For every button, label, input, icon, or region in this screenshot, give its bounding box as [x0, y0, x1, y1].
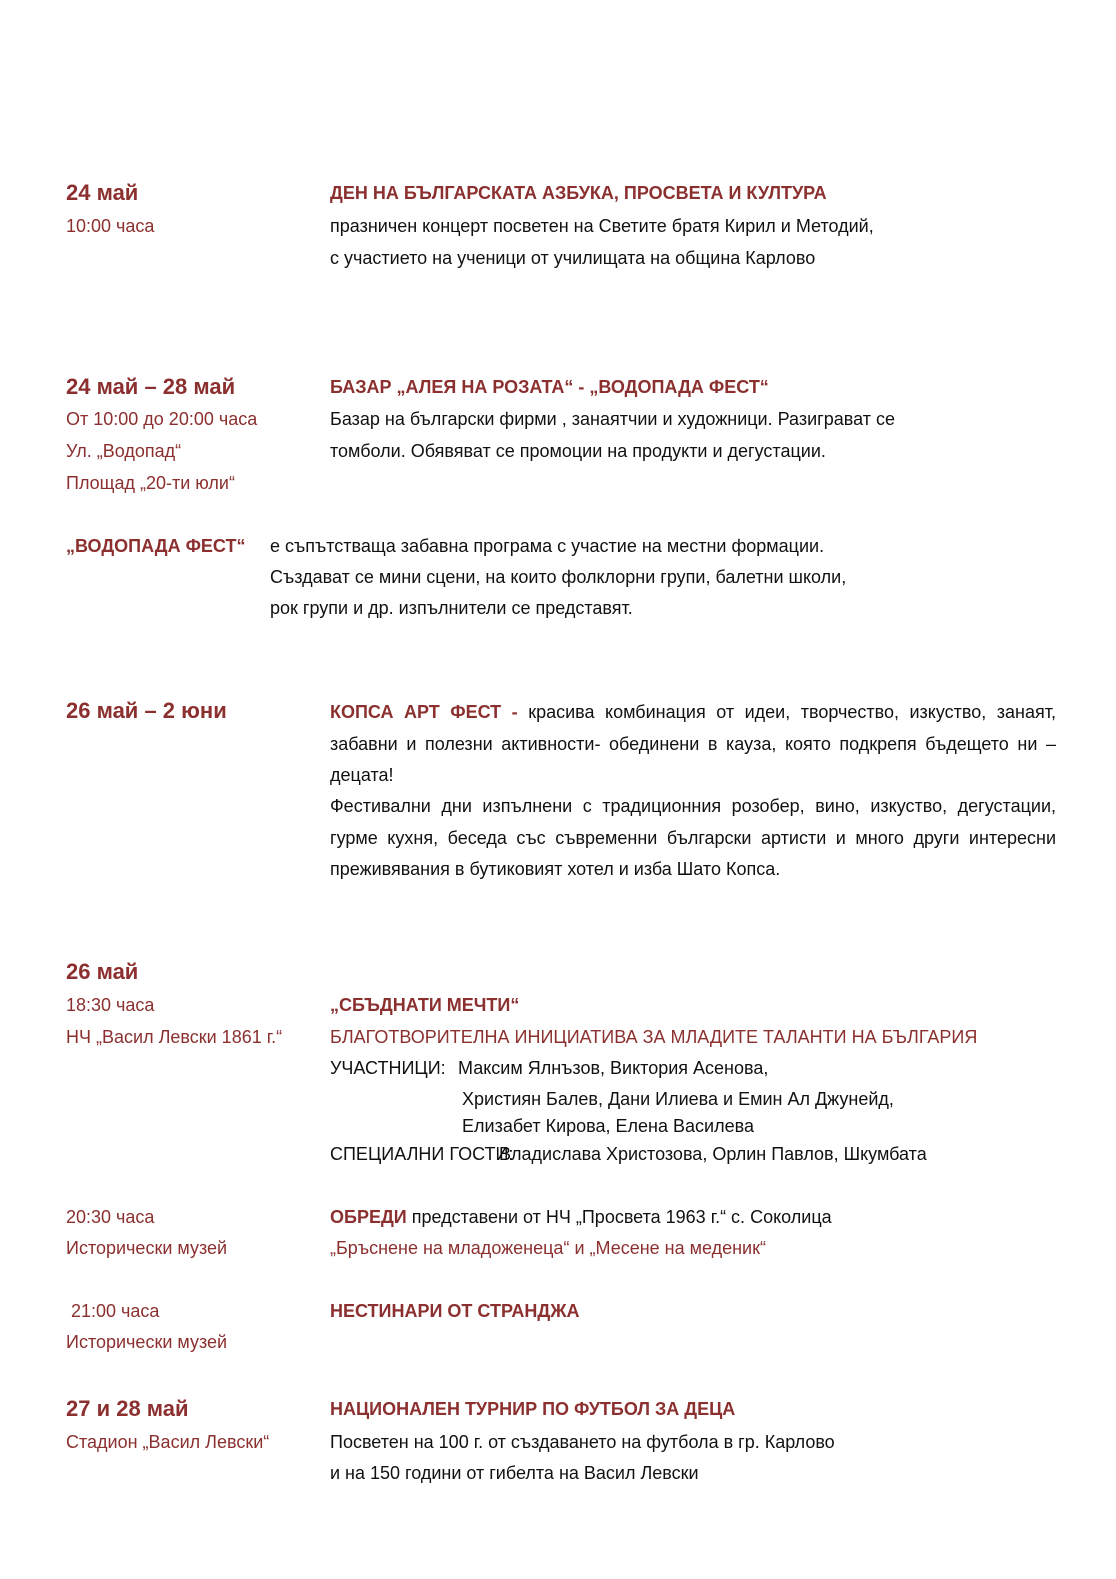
guests-list: Владислава Христозова, Орлин Павлов, Шкумбата: [499, 1144, 927, 1164]
event-description-text: представени от НЧ „Просвета 1963 г.“ с. Соколица: [406, 1207, 832, 1227]
event-description-line: [330, 1207, 832, 1228]
event-date: 26 май: [66, 959, 139, 984]
event-description-text: красива комбинация от идеи, творчество, изкуство, занаят, забавни и полезни активности- обединени в кауза, която подкрепя бъдещето ни – децата!: [330, 702, 1056, 785]
event-date: 24 май – 28 май: [66, 374, 236, 399]
event-date: 26 май – 2 юни: [66, 698, 227, 723]
event-title: ДЕН НА БЪЛГАРСКАТА АЗБУКА, ПРОСВЕТА И КУЛТУРА: [330, 183, 827, 203]
event-time: 21:00 часа: [66, 1301, 160, 1321]
participants-list: Максим Ялнъзов, Виктория Асенова,: [458, 1058, 769, 1078]
event-place: Исторически музей: [66, 1332, 228, 1352]
event-title: БАЗАР „АЛЕЯ НА РОЗАТА“ - „ВОДОПАДА ФЕСТ“: [330, 377, 769, 397]
event-description-paragraph: [330, 697, 1056, 792]
participants-list: Елизабет Кирова, Елена Василева: [462, 1116, 754, 1136]
event-title: ОБРЕДИ: [330, 1207, 407, 1227]
event-place: Площад „20-ти юли“: [66, 473, 235, 493]
event-title: „СБЪДНАТИ МЕЧТИ“: [330, 995, 520, 1015]
event-description-line: „Бръснене на младоженеца“ и „Месене на меденик“: [330, 1238, 766, 1258]
event-description-line: Създават се мини сцени, на които фолклорни групи, балетни школи,: [270, 567, 847, 587]
event-description-paragraph: Фестивални дни изпълнени с традиционния розобер, вино, изкуство, дегустации, гурме кухня, беседа със съвременни български артисти и много други интересни преживявания в бутиковият хотел и изба Шато Копса.: [330, 796, 1056, 879]
event-time: 18:30 часа: [66, 995, 155, 1015]
guests-label: СПЕЦИАЛНИ ГОСТИ:: [330, 1144, 514, 1164]
event-date: 27 и 28 май: [66, 1396, 189, 1421]
event-time: 10:00 часа: [66, 216, 155, 236]
event-time: 20:30 часа: [66, 1207, 155, 1227]
participants-label: УЧАСТНИЦИ:: [330, 1058, 446, 1078]
event-description-line: празничен концерт посветен на Светите братя Кирил и Методий,: [330, 216, 874, 236]
event-place: Ул. „Водопад“: [66, 441, 182, 461]
event-description-line: Посветен на 100 г. от създаването на футбола в гр. Карлово: [330, 1432, 835, 1452]
event-description-line: рок групи и др. изпълнители се представят.: [270, 598, 633, 618]
event-subtitle: БЛАГОТВОРИТЕЛНА ИНИЦИАТИВА ЗА МЛАДИТЕ ТАЛАНТИ НА БЪЛГАРИЯ: [330, 1027, 978, 1047]
event-title: КОПСА АРТ ФЕСТ -: [330, 702, 518, 722]
event-title: НЕСТИНАРИ ОТ СТРАНДЖА: [330, 1301, 580, 1321]
event-label: „ВОДОПАДА ФЕСТ“: [66, 536, 246, 556]
event-place: НЧ „Васил Левски 1861 г.“: [66, 1027, 283, 1047]
event-date: 24 май: [66, 180, 139, 205]
event-time: От 10:00 до 20:00 часа: [66, 409, 258, 429]
event-description-line: Базар на български фирми , занаятчии и художници. Разиграват се: [330, 409, 895, 429]
event-title: НАЦИОНАЛЕН ТУРНИР ПО ФУТБОЛ ЗА ДЕЦА: [330, 1399, 736, 1419]
event-place: Стадион „Васил Левски“: [66, 1432, 270, 1452]
event-place: Исторически музей: [66, 1238, 228, 1258]
event-description-line: и на 150 години от гибелта на Васил Левски: [330, 1463, 699, 1483]
event-description-line: с участието на ученици от училищата на община Карлово: [330, 248, 816, 268]
participants-list: Християн Балев, Дани Илиева и Емин Ал Джунейд,: [462, 1089, 894, 1109]
event-description-line: е съпътстваща забавна програма с участие на местни формации.: [270, 536, 825, 556]
event-description-line: томболи. Обявяват се промоции на продукти и дегустации.: [330, 441, 826, 461]
